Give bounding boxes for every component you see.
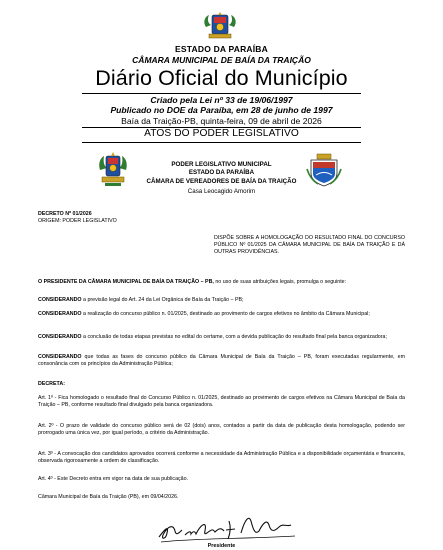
handwritten-signature bbox=[155, 509, 300, 545]
letterhead-line-4: Casa Leocagido Amorim bbox=[187, 188, 256, 195]
creation-law-line: Criado pela Lei nº 33 de 19/06/1997 bbox=[150, 95, 293, 105]
considering-4-lead: CONSIDERANDO bbox=[38, 354, 82, 360]
considering-2-lead: CONSIDERANDO bbox=[38, 311, 82, 317]
masthead-state: ESTADO DA PARAÍBA bbox=[175, 44, 268, 54]
letterhead-line-1: PODER LEGISLATIVO MUNICIPAL bbox=[171, 161, 272, 168]
section-divider-bottom bbox=[82, 142, 361, 143]
considering-4 bbox=[38, 354, 405, 368]
article-3: Art. 3º - A convocação dos candidatos aprovados ocorrerá conforme a necessidade da Administração Pública e a disponibilidade orçamentária e financeira, observada rigorosamente a ordem de classificação. bbox=[38, 451, 405, 464]
edition-date-line: Baía da Traição-PB, quinta-feira, 09 de abril de 2026 bbox=[121, 116, 322, 126]
letterhead-line-3: CÂMARA DE VEREADORES DE BAÍA DA TRAIÇÃO bbox=[146, 178, 297, 185]
letterhead-line-2: ESTADO DA PARAÍBA bbox=[188, 169, 255, 176]
considering-3 bbox=[38, 334, 405, 341]
decree-origin: ORIGEM: PODER LEGISLATIVO bbox=[38, 218, 117, 224]
decreta-heading: DECRETA: bbox=[38, 381, 65, 387]
considering-3-text: a conclusão de todas etapas previstas no edital do certame, com a devida publicação do resultado final pela banca organizadora; bbox=[81, 334, 387, 340]
section-heading: ATOS DO PODER LEGISLATIVO bbox=[144, 128, 299, 139]
considering-1-text: a previsão legal do Art. 24 da Lei Orgânica de Baía da Traição – PB; bbox=[81, 297, 244, 303]
signer-title: Presidente bbox=[207, 543, 236, 549]
intro-rest: no uso de suas atribuições legais, promulga o seguinte: bbox=[213, 279, 347, 285]
decree-dateline: Câmara Municipal de Baía da Traição (PB), em 09/04/2026. bbox=[38, 494, 179, 500]
gazette-title: Diário Oficial do Município bbox=[95, 66, 348, 90]
decree-number: DECRETO Nº 01/2026 bbox=[38, 211, 92, 217]
intro-lead: O PRESIDENTE DA CÂMARA MUNICIPAL DE BAÍA DA TRAIÇÃO – PB, bbox=[38, 279, 214, 285]
masthead-divider bbox=[82, 93, 361, 94]
considering-4-text: que todas as fases do concurso público da Câmara Municipal de Baía da Traição – PB, foram executadas regularmente, em consonância com os princípios da Administração Pública; bbox=[38, 354, 405, 367]
considering-1 bbox=[38, 297, 405, 304]
article-1: Art. 1º - Fica homologado o resultado final do Concurso Público n. 01/2025, destinado ao provimento de cargos efetivos na Câmara Municipal de Baía da Traição – PB, conforme resultado final divulgado pela banca organizadora. bbox=[38, 395, 405, 408]
decree-summary: DISPÕE SOBRE A HOMOLOGAÇÃO DO RESULTADO FINAL DO CONCURSO PÚBLICO Nº 01/2025 DA CÂMARA MUNICIPAL DE BAÍA DA TRAIÇÃO E DÁ OUTRAS PROVIDÊNCIAS. bbox=[214, 235, 405, 255]
masthead-chamber: CÂMARA MUNICIPAL DE BAÍA DA TRAIÇÃO bbox=[132, 55, 311, 65]
considering-2-text: a realização do concurso público n. 01/2025, destinado ao provimento de cargos efetivos no âmbito da Câmara Municipal; bbox=[81, 311, 370, 317]
considering-3-lead: CONSIDERANDO bbox=[38, 334, 82, 340]
article-2: Art. 2º - O prazo de validade do concurso público será de 02 (dois) anos, contados a partir da data de publicação desta homologação, podendo ser prorrogado uma única vez, por igual período, a critério da Administração. bbox=[38, 423, 405, 436]
considering-1-lead: CONSIDERANDO bbox=[38, 297, 82, 303]
state-coat-of-arms-icon bbox=[203, 12, 237, 42]
publication-line: Publicado no DOE da Paraíba, em 28 de junho de 1997 bbox=[110, 105, 333, 115]
decree-intro bbox=[38, 279, 405, 286]
article-4: Art. 4º - Este Decreto entra em vigor na data de sua publicação. bbox=[38, 476, 189, 482]
considering-2 bbox=[38, 311, 405, 318]
